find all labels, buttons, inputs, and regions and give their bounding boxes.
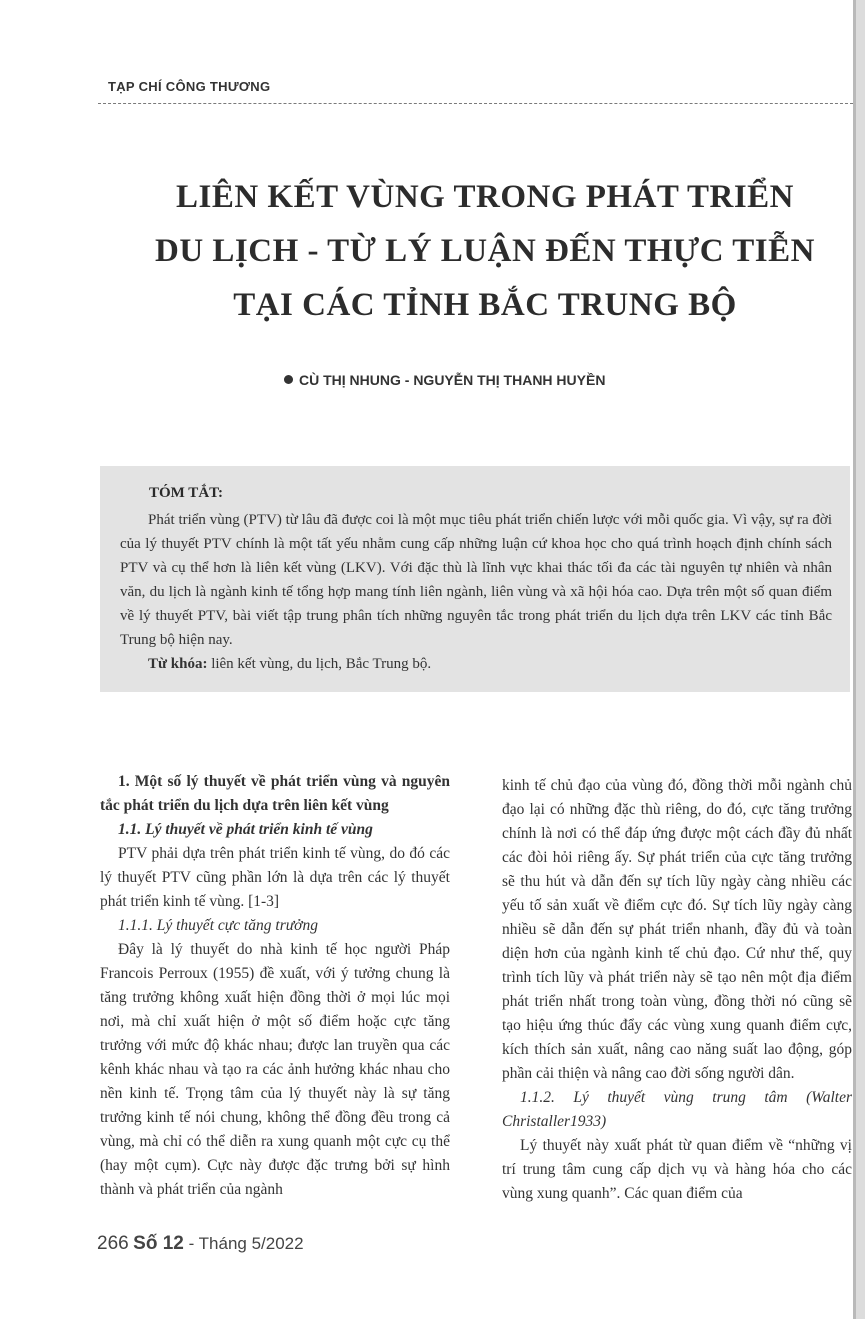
right-column bbox=[502, 774, 852, 1206]
paragraph: PTV phải dựa trên phát triển kinh tế vùng, do đó các lý thuyết PTV cũng phần lớn là dựa trên các lý thuyết phát triển kinh tế vùng. [1-3] bbox=[100, 845, 450, 910]
paragraph: kinh tế chủ đạo của vùng đó, đồng thời mỗi ngành chủ đạo lại có những đặc thù riêng, do đó, cực tăng trưởng chính là nơi có thể đáp ứng được một cách đầy đủ nhất các đòi hỏi riêng ấy. Sự phát triển của cực tăng trưởng sẽ thu hút và dẫn đến sự tích lũy ngày càng nhiều các yếu tố sản xuất về điểm cực đó. Sự tích lũy ngày càng nhiều sẽ dẫn đến sự phát triển nhanh, đầy đủ và toàn diện hơn của ngành kinh tế chủ đạo. Cứ như thế, quy trình tích lũy và phát triển này sẽ tạo nên một địa điểm phát triển nhất trong toàn vùng, đồng thời nó cũng sẽ tạo hiệu ứng thúc đẩy các vùng xung quanh điểm cực, kích thích sản xuất, nâng cao năng suất lao động, góp phần cải thiện và nâng cao đời sống người dân. bbox=[502, 777, 852, 1082]
left-column bbox=[100, 770, 450, 1202]
title-line-3: TẠI CÁC TỈNH BẮC TRUNG BỘ bbox=[233, 287, 737, 323]
issue-number: Số 12 bbox=[133, 1233, 184, 1254]
title-line-1: LIÊN KẾT VÙNG TRONG PHÁT TRIỂN bbox=[175, 179, 795, 215]
abstract-heading: TÓM TẮT: bbox=[149, 485, 224, 501]
page-number: 266 bbox=[97, 1233, 129, 1254]
abstract-box bbox=[100, 466, 850, 692]
paragraph: Lý thuyết này xuất phát từ quan điểm về “những vị trí trung tâm cung cấp dịch vụ và hàng hóa cho các vùng xung quanh”. Các quan điểm của bbox=[502, 1137, 852, 1202]
keywords bbox=[120, 652, 832, 676]
journal-name: TẠP CHÍ CÔNG THƯƠNG bbox=[108, 79, 271, 94]
authors-line bbox=[284, 372, 605, 388]
page-footer bbox=[97, 1233, 304, 1255]
header-divider bbox=[98, 103, 853, 104]
paragraph: Đây là lý thuyết do nhà kinh tế học người Pháp Francois Perroux (1955) đề xuất, với ý tưởng chung là tăng trưởng không xuất hiện đồng thời ở mọi lúc mọi nơi, mà chỉ xuất hiện ở một số điểm hoặc cực tăng trưởng với mức độ khác nhau; được lan truyền qua các kênh khác nhau và tạo ra các ảnh hưởng khác nhau cho nền kinh tế. Trọng tâm của lý thuyết này là sự tăng trưởng kinh tế nói chung, không thể đồng đều trong cả vùng, mà chỉ có thể diễn ra xung quanh một cực cụ thể (hay một cụm). Cực này được đặc trưng bởi sự hình thành và phát triển của ngành bbox=[100, 941, 450, 1198]
section-1-1-heading: 1.1. Lý thuyết về phát triển kinh tế vùng bbox=[118, 821, 373, 838]
bullet-icon bbox=[284, 375, 293, 384]
article-title bbox=[0, 170, 865, 332]
keywords-list: liên kết vùng, du lịch, Bắc Trung bộ. bbox=[207, 656, 432, 672]
authors: CÙ THỊ NHUNG - NGUYỄN THỊ THANH HUYỀN bbox=[299, 372, 606, 388]
issue-date: - Tháng 5/2022 bbox=[183, 1234, 304, 1253]
section-1-1-1-heading: 1.1.1. Lý thuyết cực tăng trưởng bbox=[118, 917, 318, 934]
keywords-label: Từ khóa: bbox=[148, 656, 208, 672]
section-1-1-2-heading: 1.1.2. Lý thuyết vùng trung tâm (Walter Christaller1933) bbox=[502, 1089, 852, 1130]
section-1-heading: 1. Một số lý thuyết về phát triển vùng và nguyên tắc phát triển du lịch dựa trên liên kết vùng bbox=[100, 773, 450, 814]
title-line-2: DU LỊCH - TỪ LÝ LUẬN ĐẾN THỰC TIỄN bbox=[155, 233, 815, 269]
abstract-content bbox=[120, 508, 832, 676]
abstract-body: Phát triển vùng (PTV) từ lâu đã được coi là một mục tiêu phát triển chiến lược với mỗi quốc gia. Vì vậy, sự ra đời của lý thuyết PTV chính là một tất yếu nhằm cung cấp những luận cứ khoa học cho quá trình hoạch định chính sách PTV và cụ thể hơn là liên kết vùng (LKV). Với đặc thù là lĩnh vực khai thác tối đa các tài nguyên tự nhiên và nhân văn, du lịch là ngành kinh tế tổng hợp mang tính liên ngành, liên vùng và xã hội hóa cao. Dựa trên một số quan điểm về lý thuyết PTV, bài viết tập trung phân tích những nguyên tắc trong phát triển du lịch dựa trên LKV các tỉnh Bắc Trung bộ hiện nay. bbox=[120, 512, 832, 648]
